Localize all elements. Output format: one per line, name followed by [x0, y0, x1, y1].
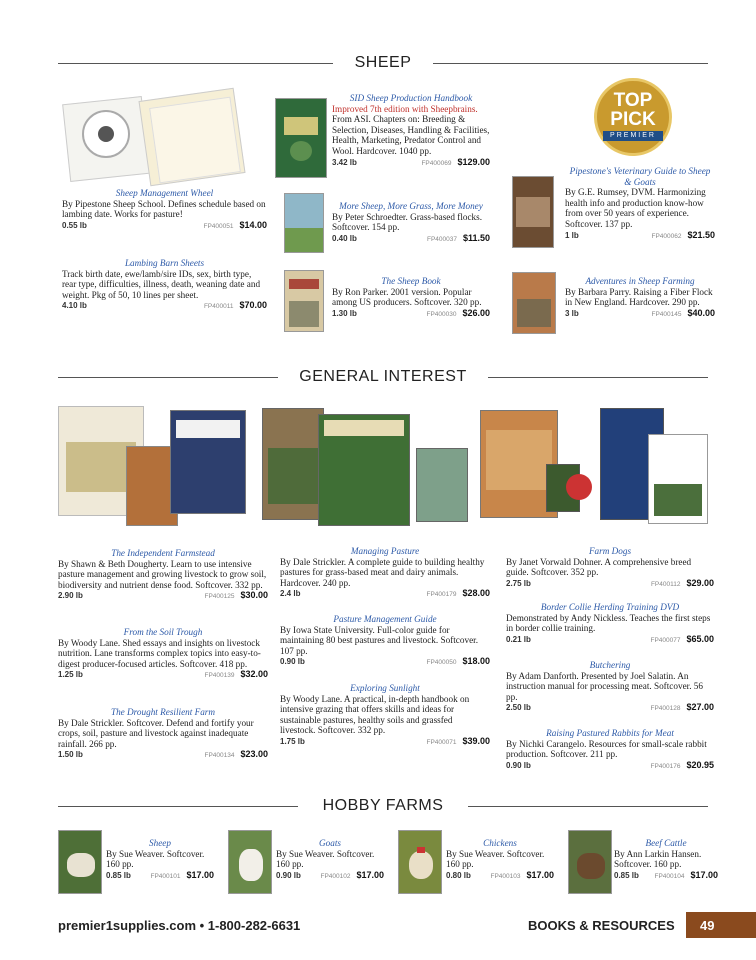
item-title: Lambing Barn Sheets [124, 258, 205, 268]
item-desc: By Sue Weaver. Softcover. 160 pp. [106, 848, 205, 870]
item-desc: Track birth date, ewe/lamb/sire IDs, sex, birth type, rear type, difficulties, illness, death, weaning date and weight. Pkg of 50, 10 lines per sheet. [62, 268, 261, 300]
item-sku: FP400125 [204, 593, 235, 601]
item-title: SID Sheep Production Handbook [349, 93, 473, 103]
item-title: More Sheep, More Grass, More Money [339, 201, 483, 211]
item-sku: FP400030 [426, 310, 457, 318]
item-sku: FP400050 [426, 659, 457, 667]
item-price: $28.00 [462, 588, 490, 599]
item-weight: 0.40 lb [332, 233, 357, 243]
item-weight: 2.50 lb [506, 703, 531, 713]
item-weight: 2.4 lb [280, 589, 301, 599]
item-title: Chickens [483, 838, 517, 848]
badge-line2: PICK [610, 109, 656, 130]
footer-website-phone[interactable]: premier1supplies.com • 1-800-282-6631 [58, 918, 301, 933]
item-desc: By Janet Vorwald Dohner. A comprehensive breed guide. Softcover. 352 pp. [506, 556, 692, 578]
item-sku: FP400104 [654, 872, 685, 880]
item-title: The Drought Resilient Farm [110, 707, 216, 717]
item-weight: 1.50 lb [58, 750, 83, 760]
item-weight: 3.42 lb [332, 157, 357, 167]
item-price: $65.00 [686, 633, 714, 644]
item-weight: 2.75 lb [506, 578, 531, 588]
item-independent-farmstead[interactable] [58, 548, 268, 603]
item-exploring-sunlight[interactable] [280, 683, 490, 749]
item-sku: FP400069 [421, 159, 452, 167]
item-weight: 0.90 lb [506, 760, 531, 770]
badge-line3: PREMIER [603, 131, 663, 141]
item-sku: FP400101 [150, 872, 181, 880]
item-price: $20.95 [686, 759, 714, 770]
item-farm-dogs[interactable] [506, 546, 714, 590]
item-weight: 0.90 lb [280, 657, 305, 667]
item-hobby-beef[interactable] [614, 838, 718, 882]
page-number: 49 [686, 912, 756, 938]
item-sku: FP400112 [650, 580, 681, 588]
hobby-beef-cover [568, 830, 612, 894]
item-price: $39.00 [462, 735, 490, 746]
item-price: $17.00 [186, 869, 214, 880]
item-price: $21.50 [687, 229, 715, 240]
item-desc: By Dale Strickler. A complete guide to building healthy pastures for grass-based meat and dairy animals. Hardcover. 240 pp. [280, 556, 485, 588]
section-general-header [58, 368, 708, 388]
item-title: Sheep [149, 838, 171, 848]
item-price: $129.00 [457, 156, 490, 167]
item-title: Managing Pasture [350, 546, 420, 556]
adventures-cover [512, 272, 556, 334]
item-desc: Demonstrated by Andy Nickless. Teaches the first steps in border collie training. [506, 612, 711, 634]
item-desc: By G.E. Rumsey, DVM. Harmonizing health info and production know-how from over 50 years of experience. Softcover. 137 pp. [565, 187, 706, 229]
item-sku: FP400179 [426, 591, 457, 599]
item-weight: 1 lb [565, 230, 579, 240]
item-title: The Independent Farmstead [111, 548, 215, 558]
item-title: Sheep Management Wheel [115, 188, 214, 198]
vet-guide-cover [512, 176, 554, 248]
item-price: $14.00 [239, 219, 267, 230]
item-sku: FP400051 [203, 222, 234, 230]
item-title: Border Collie Herding Training DVD [540, 602, 680, 612]
item-title: Exploring Sunlight [350, 683, 420, 693]
item-weight: 1.30 lb [332, 308, 357, 318]
item-hobby-sheep[interactable] [106, 838, 214, 882]
item-sku: FP400128 [650, 705, 681, 713]
hobby-sheep-cover [58, 830, 102, 894]
general-books-photo-right [480, 404, 718, 530]
item-weight: 2.90 lb [58, 591, 83, 601]
item-desc: By Iowa State University. Full-color guide for maintaining 80 best pastures and livestock. Softcover. 107 pp. [280, 624, 479, 656]
item-managing-pasture[interactable] [280, 546, 490, 601]
item-price: $17.00 [356, 869, 384, 880]
more-sheep-cover [284, 193, 324, 253]
sheep-book-cover [284, 270, 324, 332]
item-price: $27.00 [686, 702, 714, 713]
item-sku: FP400139 [204, 672, 235, 680]
item-sheep-handbook[interactable] [332, 93, 490, 169]
item-weight: 0.21 lb [506, 634, 531, 644]
item-desc: By Adam Danforth. Presented by Joel Salatin. An instruction manual for processing meat. Softcover. 56 pp. [506, 670, 703, 702]
general-books-photo-left [58, 402, 250, 530]
item-title: Goats [319, 838, 341, 848]
item-pastured-rabbits[interactable] [506, 728, 714, 772]
item-price: $23.00 [240, 749, 268, 760]
section-sheep-header [58, 54, 708, 74]
item-desc: By Woody Lane. Shed essays and insights on livestock nutrition. Lane transforms complex topics into easy-to-digest producer-focused articles. Softcover. 418 pp. [58, 637, 261, 669]
item-price: $40.00 [687, 307, 715, 318]
item-desc: By Barbara Parry. Raising a Fiber Flock in New England. Hardcover. 290 pp. [565, 286, 713, 308]
item-desc: From ASI. Chapters on: Breeding & Selection, Diseases, Handling & Facilities, Health, Marketing, Predator Control and Wool. Hardcover. 1040 pp. [332, 114, 490, 156]
item-title: From the Soil Trough [123, 627, 203, 637]
item-sku: FP400176 [650, 762, 681, 770]
item-desc: By Ann Larkin Hansen. Softcover. 160 pp. [614, 848, 702, 870]
section-title-general: GENERAL INTEREST [299, 368, 467, 385]
item-price: $17.00 [690, 869, 718, 880]
item-desc: By Woody Lane. A practical, in-depth handbook on intensive grazing that offers skills and ideas for sustainable pastures, healthy soils and grassfed livestock. Softcover. 332 pp. [280, 693, 470, 736]
item-hobby-goats[interactable] [276, 838, 384, 882]
item-price: $11.50 [462, 232, 490, 243]
item-highlight: Improved 7th edition with Sheepbrains. [332, 103, 478, 114]
item-desc: By Nichki Carangelo. Resources for small-scale rabbit production. Softcover. 211 pp. [506, 738, 707, 760]
item-title: The Sheep Book [381, 276, 441, 286]
section-hobby-header [58, 797, 708, 817]
item-sku: FP400011 [203, 303, 234, 311]
item-desc: By Sue Weaver. Softcover. 160 pp. [446, 848, 545, 870]
item-desc: By Ron Parker. 2001 version. Popular among US producers. Softcover. 320 pp. [332, 286, 482, 308]
item-weight: 0.85 lb [106, 870, 131, 880]
item-pasture-management[interactable] [280, 614, 490, 669]
item-sheep-wheel[interactable] [62, 188, 267, 232]
item-title: Butchering [589, 660, 631, 670]
item-sku: FP400134 [204, 752, 235, 760]
item-drought-resilient[interactable] [58, 707, 268, 762]
item-title: Beef Cattle [645, 838, 687, 848]
item-title: Adventures in Sheep Farming [585, 276, 695, 286]
item-weight: 0.85 lb [614, 870, 639, 880]
badge-line1: TOP [613, 90, 653, 111]
item-more-sheep[interactable] [332, 201, 490, 245]
item-weight: 4.10 lb [62, 301, 87, 311]
item-sku: FP400145 [651, 310, 682, 318]
item-desc: By Shawn & Beth Dougherty. Learn to use intensive pasture management and growing livestock to grow soil, biodiversity and nutrient dense food. Softcover. 332 pp. [58, 558, 267, 590]
section-title-sheep: SHEEP [354, 54, 412, 71]
item-sku: FP400103 [490, 872, 521, 880]
item-weight: 1.25 lb [58, 670, 83, 680]
item-sku: FP400062 [651, 232, 682, 240]
item-weight: 1.75 lb [280, 736, 305, 746]
item-title: Farm Dogs [588, 546, 632, 556]
item-desc: By Pipestone Sheep School. Defines schedule based on lambing date. Works for pasture! [62, 198, 266, 220]
sheep-handbook-cover [275, 98, 327, 178]
item-desc: By Peter Schroedter. Grass-based flocks. Softcover. 154 pp. [332, 211, 483, 233]
item-from-the-soil[interactable] [58, 627, 268, 682]
item-price: $17.00 [526, 869, 554, 880]
item-price: $70.00 [239, 300, 267, 311]
item-sku: FP400102 [320, 872, 351, 880]
item-adventures[interactable] [565, 276, 715, 320]
item-price: $18.00 [462, 656, 490, 667]
item-title: Pasture Management Guide [333, 614, 437, 624]
item-lambing-sheets[interactable] [62, 258, 267, 313]
item-butchering[interactable] [506, 660, 714, 715]
item-sku: FP400037 [426, 235, 457, 243]
item-title: Pipestone's Veterinary Guide to Sheep & Goats [569, 166, 711, 187]
item-sku: FP400071 [426, 738, 457, 746]
item-weight: 3 lb [565, 308, 579, 318]
top-pick-badge [594, 78, 672, 156]
item-price: $30.00 [240, 590, 268, 601]
item-border-collie-dvd[interactable] [506, 602, 714, 646]
item-vet-guide[interactable] [565, 166, 715, 242]
footer-section-name: BOOKS & RESOURCES [528, 918, 675, 933]
item-desc: By Sue Weaver. Softcover. 160 pp. [276, 848, 375, 870]
item-price: $29.00 [686, 577, 714, 588]
hobby-chickens-cover [398, 830, 442, 894]
hobby-goats-cover [228, 830, 272, 894]
item-sku: FP400077 [650, 636, 681, 644]
general-books-photo-mid [262, 404, 470, 530]
item-title: Raising Pastured Rabbits for Meat [546, 728, 674, 738]
section-title-hobby: HOBBY FARMS [322, 797, 444, 814]
item-hobby-chickens[interactable] [446, 838, 554, 882]
item-desc: By Dale Strickler. Softcover. Defend and fortify your crops, soil, pasture and livestock against inadequate rainfall. 266 pp. [58, 717, 254, 749]
item-price: $26.00 [462, 307, 490, 318]
item-weight: 0.55 lb [62, 220, 87, 230]
item-weight: 0.90 lb [276, 870, 301, 880]
sheep-wheel-image [62, 92, 250, 184]
item-weight: 0.80 lb [446, 870, 471, 880]
item-sheep-book[interactable] [332, 276, 490, 320]
item-price: $32.00 [240, 669, 268, 680]
